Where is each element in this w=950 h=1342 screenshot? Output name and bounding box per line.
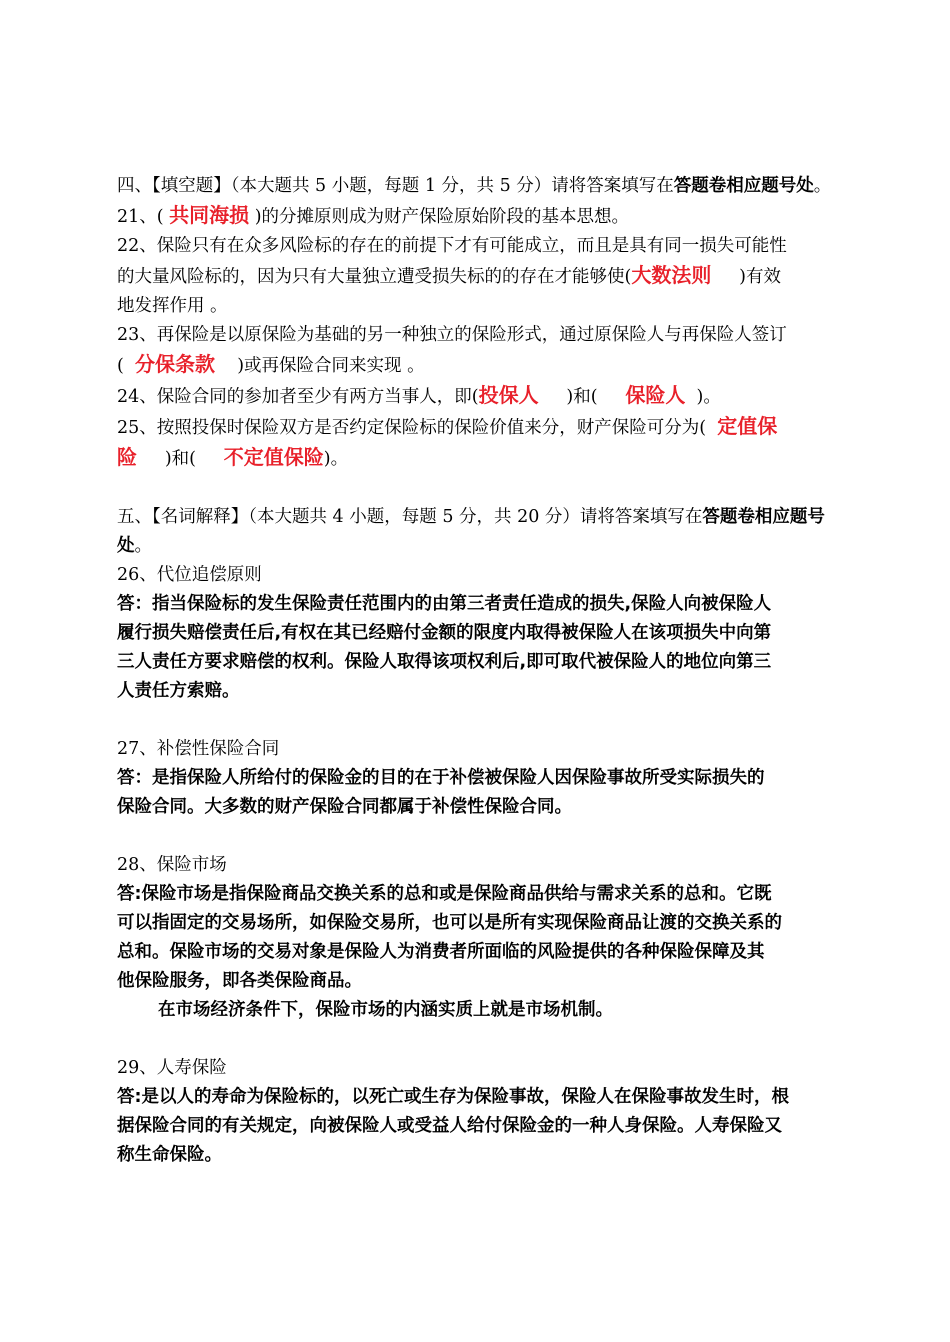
term-26-answer-line: 履行损失赔偿责任后,有权在其已经赔付金额的限度内取得被保险人在该项损失中向第 bbox=[117, 623, 772, 643]
term-29-answer-line: 答:是以人的寿命为保险标的，以死亡或生存为保险事故，保险人在保险事故发生时，根 bbox=[117, 1087, 789, 1107]
section4-emphasis: 答题卷相应题号处 bbox=[673, 176, 814, 196]
question-22-line1: 22、保险只有在众多风险标的存在的前提下才有可能成立，而且是具有同一损失可能性 bbox=[117, 236, 787, 256]
term-27-answer-line: 保险合同。大多数的财产保险合同都属于补偿性保险合同。 bbox=[117, 797, 572, 817]
document-page bbox=[117, 172, 837, 1170]
term-26-answer-line: 人责任方索赔。 bbox=[117, 681, 240, 701]
term-29-answer-line: 据保险合同的有关规定，向被保险人或受益人给付保险金的一种人身保险。人寿保险又 bbox=[117, 1116, 782, 1136]
question-23-line1: 23、再保险是以原保险为基础的另一种独立的保险形式，通过原保险人与再保险人签订 bbox=[117, 325, 787, 345]
term-27-title: 27、补偿性保险合同 bbox=[117, 739, 280, 759]
question-22-line2: 的大量风险标的，因为只有大量独立遭受损失标的的存在才能够使(大数法则 )有效 bbox=[117, 263, 781, 287]
section5-heading-line1: 五、【名词解释】（本大题共 4 小题，每题 5 分，共 20 分）请将答案填写在答题卷相应题号 bbox=[117, 507, 825, 527]
section5-heading-line2: 处。 bbox=[117, 536, 152, 556]
answer-25-a-part2: 险 bbox=[117, 445, 137, 469]
question-22-line3: 地发挥作用 。 bbox=[117, 296, 228, 316]
question-21: 21、( 共同海损 )的分摊原则成为财产保险原始阶段的基本思想。 bbox=[117, 203, 630, 227]
term-26-answer-line: 三人责任方要求赔偿的权利。保险人取得该项权利后,即可取代被保险人的地位向第三 bbox=[117, 652, 772, 672]
question-25-line1: 25、按照投保时保险双方是否约定保险标的保险价值来分，财产保险可分为( 定值保 bbox=[117, 414, 778, 438]
term-26-title: 26、代位追偿原则 bbox=[117, 565, 262, 585]
question-25-line2: 险 )和( 不定值保险)。 bbox=[117, 445, 349, 469]
answer-24-b: 保险人 bbox=[625, 383, 686, 407]
term-28-title: 28、保险市场 bbox=[117, 855, 227, 875]
question-24: 24、保险合同的参加者至少有两方当事人，即(投保人 )和( 保险人 )。 bbox=[117, 383, 721, 407]
section4-heading: 四、【填空题】（本大题共 5 小题，每题 1 分，共 5 分）请将答案填写在答题卷相应题号处。 bbox=[117, 176, 832, 196]
answer-23: 分保条款 bbox=[134, 352, 215, 376]
term-28-answer-line: 他保险服务，即各类保险商品。 bbox=[117, 971, 362, 991]
answer-25-a-part1: 定值保 bbox=[717, 414, 778, 438]
term-29-title: 29、人寿保险 bbox=[117, 1058, 227, 1078]
term-29-answer-line: 称生命保险。 bbox=[117, 1145, 222, 1165]
term-26-answer-line: 答：指当保险标的发生保险责任范围内的由第三者责任造成的损失,保险人向被保险人 bbox=[117, 594, 772, 614]
answer-21: 共同海损 bbox=[169, 203, 250, 227]
answer-24-a: 投保人 bbox=[478, 383, 539, 407]
term-28-answer-line: 可以指固定的交易场所，如保险交易所，也可以是所有实现保险商品让渡的交换关系的 bbox=[117, 913, 782, 933]
term-28-answer-line: 答:保险市场是指保险商品交换关系的总和或是保险商品供给与需求关系的总和。它既 bbox=[117, 884, 772, 904]
question-23-line2: ( 分保条款 )或再保险合同来实现 。 bbox=[117, 352, 425, 376]
section5-emphasis: 答题卷相应题号 bbox=[702, 507, 825, 527]
answer-22: 大数法则 bbox=[631, 263, 712, 287]
answer-25-b: 不定值保险 bbox=[223, 445, 324, 469]
term-27-answer-line: 答：是指保险人所给付的保险金的目的在于补偿被保险人因保险事故所受实际损失的 bbox=[117, 768, 765, 788]
term-28-answer-line: 总和。保险市场的交易对象是保险人为消费者所面临的风险提供的各种保险保障及其 bbox=[117, 942, 765, 962]
term-28-extra-paragraph: 在市场经济条件下，保险市场的内涵实质上就是市场机制。 bbox=[158, 1000, 613, 1020]
